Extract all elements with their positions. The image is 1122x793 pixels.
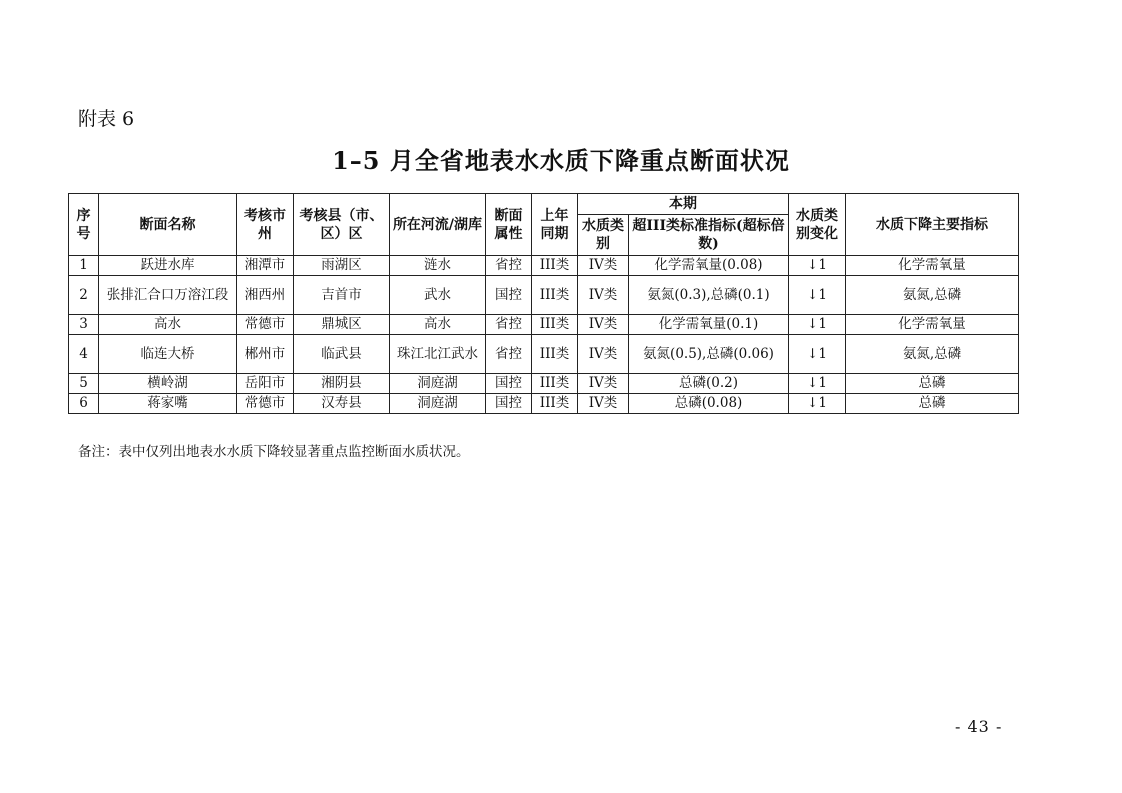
cell-name: 张排汇合口万溶江段 — [99, 276, 237, 315]
cell-attr: 省控 — [486, 315, 532, 335]
cell-city: 湘西州 — [237, 276, 294, 315]
cell-city: 岳阳市 — [237, 374, 294, 394]
cell-current: IV类 — [578, 374, 629, 394]
cell-last-year: III类 — [532, 374, 578, 394]
cell-attr: 省控 — [486, 256, 532, 276]
header-last-year: 上年同期 — [532, 194, 578, 256]
cell-main: 化学需氧量 — [846, 315, 1019, 335]
cell-last-year: III类 — [532, 256, 578, 276]
cell-last-year: III类 — [532, 315, 578, 335]
cell-river: 洞庭湖 — [390, 394, 486, 414]
table-row — [69, 276, 1019, 315]
cell-name: 横岭湖 — [99, 374, 237, 394]
cell-county: 汉寿县 — [294, 394, 390, 414]
cell-name: 高水 — [99, 315, 237, 335]
cell-city: 常德市 — [237, 394, 294, 414]
cell-main: 化学需氧量 — [846, 256, 1019, 276]
page-number: - 43 - — [955, 717, 1003, 736]
cell-name: 跃进水库 — [99, 256, 237, 276]
cell-county: 鼎城区 — [294, 315, 390, 335]
cell-change: ↓1 — [789, 256, 846, 276]
cell-main: 氨氮,总磷 — [846, 276, 1019, 315]
cell-city: 湘潭市 — [237, 256, 294, 276]
header-exceed: 超III类标准指标(超标倍数) — [629, 215, 789, 256]
cell-city: 常德市 — [237, 315, 294, 335]
cell-last-year: III类 — [532, 276, 578, 315]
cell-name: 蒋家嘴 — [99, 394, 237, 414]
cell-exceed: 氨氮(0.5),总磷(0.06) — [629, 335, 789, 374]
cell-river: 珠江北江武水 — [390, 335, 486, 374]
cell-last-year: III类 — [532, 335, 578, 374]
cell-current: IV类 — [578, 256, 629, 276]
appendix-label: 附表 6 — [78, 108, 135, 130]
cell-city: 郴州市 — [237, 335, 294, 374]
cell-change: ↓1 — [789, 315, 846, 335]
cell-river: 武水 — [390, 276, 486, 315]
header-current-group: 本期 — [578, 194, 789, 215]
water-quality-table — [68, 193, 1019, 414]
cell-county: 雨湖区 — [294, 256, 390, 276]
cell-river: 涟水 — [390, 256, 486, 276]
cell-main: 总磷 — [846, 374, 1019, 394]
table-row — [69, 256, 1019, 276]
cell-name: 临连大桥 — [99, 335, 237, 374]
cell-change: ↓1 — [789, 276, 846, 315]
cell-exceed: 化学需氧量(0.08) — [629, 256, 789, 276]
cell-attr: 国控 — [486, 374, 532, 394]
cell-main: 总磷 — [846, 394, 1019, 414]
table-row — [69, 374, 1019, 394]
cell-change: ↓1 — [789, 394, 846, 414]
cell-attr: 国控 — [486, 394, 532, 414]
header-name: 断面名称 — [99, 194, 237, 256]
cell-last-year: III类 — [532, 394, 578, 414]
table-row — [69, 394, 1019, 414]
cell-exceed: 氨氮(0.3),总磷(0.1) — [629, 276, 789, 315]
cell-exceed: 总磷(0.2) — [629, 374, 789, 394]
cell-attr: 省控 — [486, 335, 532, 374]
header-current-class: 水质类别 — [578, 215, 629, 256]
cell-change: ↓1 — [789, 335, 846, 374]
cell-seq: 3 — [69, 315, 99, 335]
header-city: 考核市州 — [237, 194, 294, 256]
table-row — [69, 315, 1019, 335]
cell-current: IV类 — [578, 276, 629, 315]
table-note: 备注：表中仅列出地表水水质下降较显著重点监控断面水质状况。 — [78, 444, 470, 460]
cell-river: 洞庭湖 — [390, 374, 486, 394]
cell-change: ↓1 — [789, 374, 846, 394]
cell-current: IV类 — [578, 315, 629, 335]
cell-river: 高水 — [390, 315, 486, 335]
cell-exceed: 总磷(0.08) — [629, 394, 789, 414]
cell-seq: 1 — [69, 256, 99, 276]
header-attr: 断面属性 — [486, 194, 532, 256]
cell-seq: 4 — [69, 335, 99, 374]
header-seq: 序号 — [69, 194, 99, 256]
cell-exceed: 化学需氧量(0.1) — [629, 315, 789, 335]
cell-current: IV类 — [578, 335, 629, 374]
cell-main: 氨氮,总磷 — [846, 335, 1019, 374]
header-main-indicator: 水质下降主要指标 — [846, 194, 1019, 256]
cell-current: IV类 — [578, 394, 629, 414]
header-county: 考核县（市、区）区 — [294, 194, 390, 256]
header-river: 所在河流/湖库 — [390, 194, 486, 256]
cell-seq: 6 — [69, 394, 99, 414]
cell-county: 吉首市 — [294, 276, 390, 315]
header-class-change: 水质类别变化 — [789, 194, 846, 256]
cell-county: 湘阴县 — [294, 374, 390, 394]
cell-seq: 5 — [69, 374, 99, 394]
cell-attr: 国控 — [486, 276, 532, 315]
page-title: 1–5 月全省地表水水质下降重点断面状况 — [332, 146, 790, 175]
cell-seq: 2 — [69, 276, 99, 315]
table-row — [69, 335, 1019, 374]
cell-county: 临武县 — [294, 335, 390, 374]
